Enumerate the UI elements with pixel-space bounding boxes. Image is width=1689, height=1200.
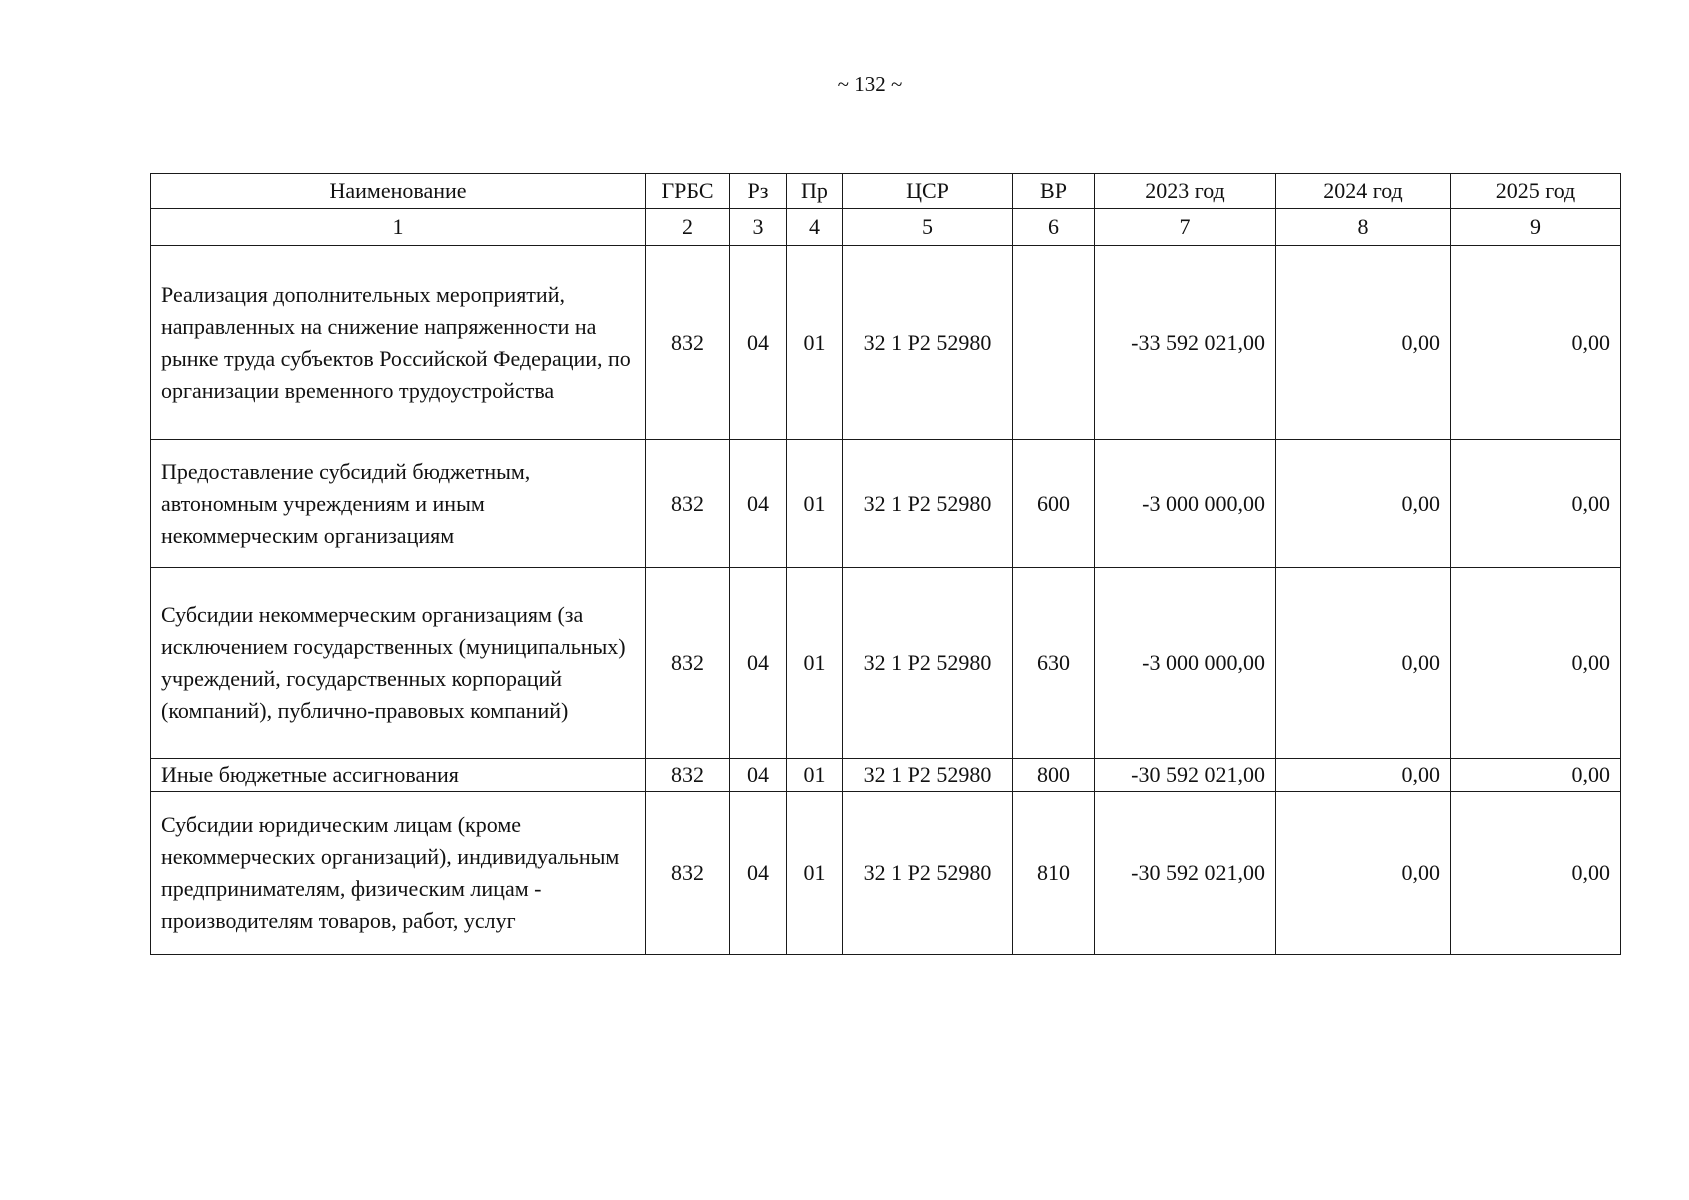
row-grbs: 832 — [646, 440, 730, 568]
row-2024: 0,00 — [1276, 440, 1451, 568]
table-row — [151, 568, 1621, 759]
table-row — [151, 246, 1621, 440]
row-csr: 32 1 P2 52980 — [843, 246, 1013, 440]
header-name: Наименование — [151, 174, 646, 209]
header-2025: 2025 год — [1451, 174, 1621, 209]
table-row — [151, 792, 1621, 955]
row-2023: -30 592 021,00 — [1095, 759, 1276, 792]
row-vr: 800 — [1013, 759, 1095, 792]
row-vr — [1013, 246, 1095, 440]
header-2024: 2024 год — [1276, 174, 1451, 209]
column-number: 8 — [1276, 209, 1451, 246]
row-vr: 630 — [1013, 568, 1095, 759]
column-number: 2 — [646, 209, 730, 246]
row-name: Иные бюджетные ассигнования — [151, 759, 646, 792]
header-pr: Пр — [787, 174, 843, 209]
row-2025: 0,00 — [1451, 568, 1621, 759]
row-2025: 0,00 — [1451, 246, 1621, 440]
row-2024: 0,00 — [1276, 792, 1451, 955]
column-number: 4 — [787, 209, 843, 246]
row-csr: 32 1 P2 52980 — [843, 792, 1013, 955]
row-pr: 01 — [787, 440, 843, 568]
row-pr: 01 — [787, 568, 843, 759]
table-row — [151, 759, 1621, 792]
row-rz: 04 — [730, 568, 787, 759]
row-name: Субсидии некоммерческим организациям (за исключением государственных (муниципальных) учреждений, государственных корпораций (компаний), публично-правовых компаний) — [151, 568, 646, 759]
row-pr: 01 — [787, 792, 843, 955]
row-pr: 01 — [787, 759, 843, 792]
row-2025: 0,00 — [1451, 792, 1621, 955]
header-2023: 2023 год — [1095, 174, 1276, 209]
row-rz: 04 — [730, 792, 787, 955]
row-csr: 32 1 P2 52980 — [843, 759, 1013, 792]
row-csr: 32 1 P2 52980 — [843, 568, 1013, 759]
column-number: 1 — [151, 209, 646, 246]
row-grbs: 832 — [646, 792, 730, 955]
header-csr: ЦСР — [843, 174, 1013, 209]
row-vr: 600 — [1013, 440, 1095, 568]
column-number: 9 — [1451, 209, 1621, 246]
row-2023: -30 592 021,00 — [1095, 792, 1276, 955]
column-number: 5 — [843, 209, 1013, 246]
row-pr: 01 — [787, 246, 843, 440]
row-name: Субсидии юридическим лицам (кроме некоммерческих организаций), индивидуальным предпринимателям, физическим лицам - производителям товаров, работ, услуг — [151, 792, 646, 955]
row-2024: 0,00 — [1276, 246, 1451, 440]
row-vr: 810 — [1013, 792, 1095, 955]
row-name: Предоставление субсидий бюджетным, автономным учреждениям и иным некоммерческим организациям — [151, 440, 646, 568]
row-2023: -3 000 000,00 — [1095, 568, 1276, 759]
row-grbs: 832 — [646, 246, 730, 440]
row-rz: 04 — [730, 759, 787, 792]
row-name: Реализация дополнительных мероприятий, направленных на снижение напряженности на рынке труда субъектов Российской Федерации, по организации временного трудоустройства — [151, 246, 646, 440]
page-number: ~ 132 ~ — [837, 72, 903, 96]
row-2023: -3 000 000,00 — [1095, 440, 1276, 568]
column-number: 6 — [1013, 209, 1095, 246]
table-row — [151, 440, 1621, 568]
row-grbs: 832 — [646, 568, 730, 759]
row-2023: -33 592 021,00 — [1095, 246, 1276, 440]
row-2024: 0,00 — [1276, 759, 1451, 792]
row-2025: 0,00 — [1451, 759, 1621, 792]
header-rz: Рз — [730, 174, 787, 209]
column-number: 3 — [730, 209, 787, 246]
header-vr: ВР — [1013, 174, 1095, 209]
row-grbs: 832 — [646, 759, 730, 792]
column-number: 7 — [1095, 209, 1276, 246]
row-rz: 04 — [730, 246, 787, 440]
row-2025: 0,00 — [1451, 440, 1621, 568]
row-rz: 04 — [730, 440, 787, 568]
header-grbs: ГРБС — [646, 174, 730, 209]
row-2024: 0,00 — [1276, 568, 1451, 759]
column-number-row — [151, 209, 1621, 246]
header-row — [151, 174, 1621, 209]
row-csr: 32 1 P2 52980 — [843, 440, 1013, 568]
budget-table — [150, 173, 1621, 955]
